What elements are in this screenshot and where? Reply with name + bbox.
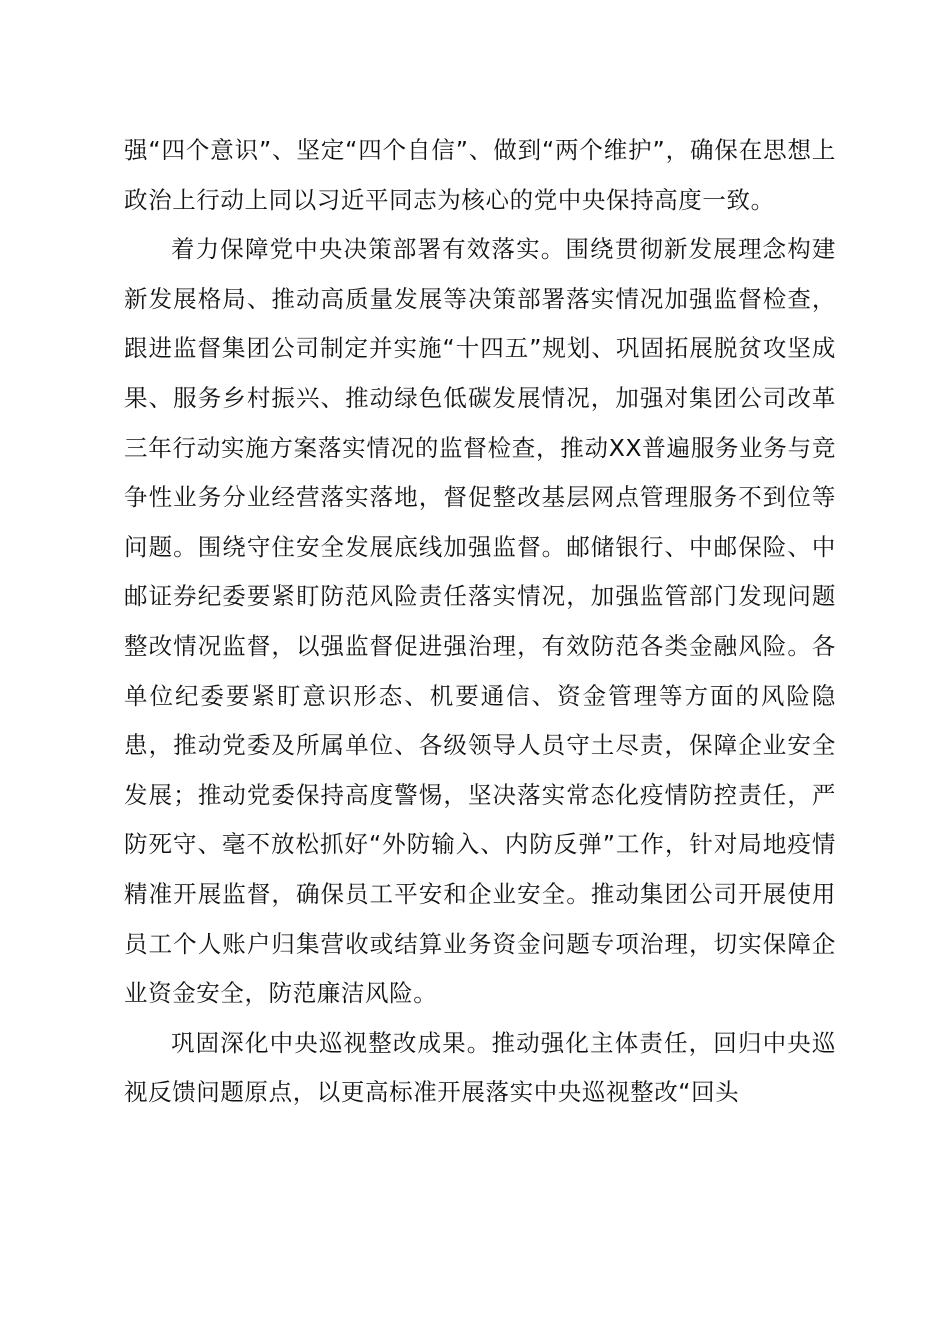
paragraph-policy-implementation: 着力保障党中央决策部署有效落实。围绕贯彻新发展理念构建新发展格局、推动高质量发展等决策部署落实情况加强监督检查，跟进监督集团公司制定并实施“十四五”规划、巩固拓展脱贫攻坚成果、服务乡村振兴、推动绿色低碳发展情况，加强对集团公司改革三年行动实施方案落实情况的监督检查，推动XX普遍服务业务与竞争性业务分业经营落实落地，督促整改基层网点管理服务不到位等问题。围绕守住安全发展底线加强监督。邮储银行、中邮保险、中邮证券纪委要紧盯防范风险责任落实情况，加强监管部门发现问题整改情况监督，以强监督促进强治理，有效防范各类金融风险。各单位纪委要紧盯意识形态、机要通信、资金管理等方面的风险隐患，推动党委及所属单位、各级领导人员守土尽责，保障企业安全发展；推动党委保持高度警惕，坚决落实常态化疫情防控责任，严防死守、毫不放松抓好“外防输入、内防反弹”工作，针对局地疫情精准开展监督，确保员工平安和企业安全。推动集团公司开展使用员工个人账户归集营收或结算业务资金问题专项治理，切实保障企业资金安全，防范廉洁风险。 bbox=[124, 235, 836, 1008]
document-page bbox=[124, 126, 836, 1118]
paragraph-inspection-rectification: 巩固深化中央巡视整改成果。推动强化主体责任，回归中央巡视反馈问题原点，以更高标准开展落实中央巡视整改“回头 bbox=[124, 1028, 836, 1107]
paragraph-continuation: 强“四个意识”、坚定“四个自信”、做到“两个维护”，确保在思想上政治上行动上同以习近平同志为核心的党中央保持高度一致。 bbox=[124, 136, 836, 214]
